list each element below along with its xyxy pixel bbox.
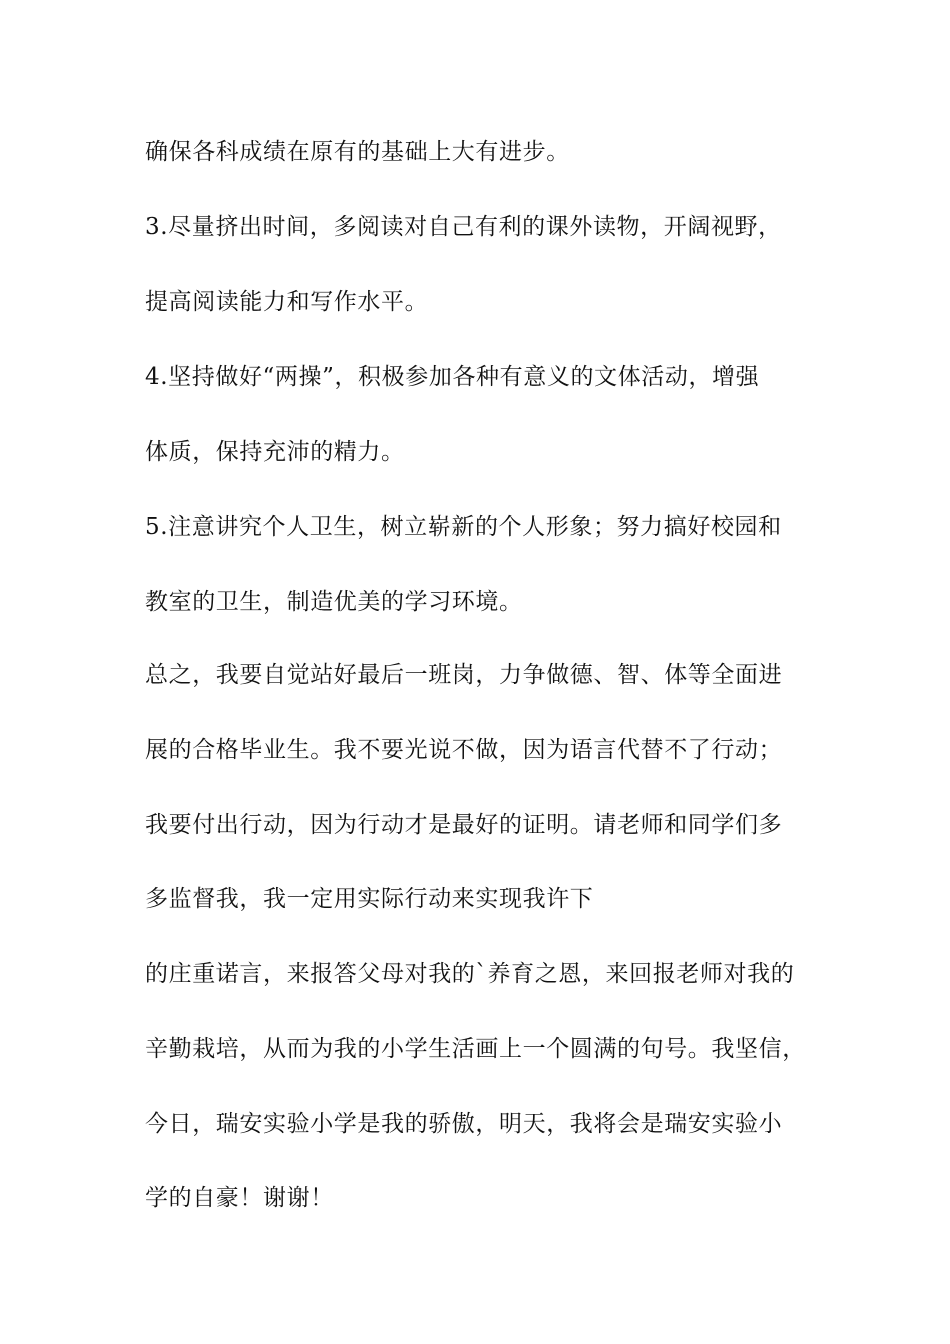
text-line-1: 确保各科成绩在原有的基础上大有进步。 — [145, 139, 570, 165]
text-line-15: 学的自豪！谢谢！ — [145, 1185, 334, 1211]
text-line-12: 的庄重诺言，来报答父母对我的`养育之恩，来回报老师对我的 — [145, 961, 795, 987]
text-line-11: 多监督我，我一定用实际行动来实现我许下 — [145, 886, 594, 912]
text-line-2: 3.尽量挤出时间，多阅读对自己有利的课外读物，开阔视野， — [145, 214, 782, 240]
text-line-4: 4.坚持做好“两操”，积极参加各种有意义的文体活动，增强 — [145, 364, 760, 390]
text-line-8: 总之，我要自觉站好最后一班岗，力争做德、智、体等全面进 — [145, 662, 783, 688]
text-line-7: 教室的卫生，制造优美的学习环境。 — [145, 589, 523, 615]
text-line-13: 辛勤栽培，从而为我的小学生活画上一个圆满的句号。我坚信， — [145, 1036, 806, 1062]
text-line-9: 展的合格毕业生。我不要光说不做，因为语言代替不了行动； — [145, 737, 783, 763]
text-line-10: 我要付出行动，因为行动才是最好的证明。请老师和同学们多 — [145, 812, 783, 838]
text-line-5: 体质，保持充沛的精力。 — [145, 439, 405, 465]
text-line-3: 提高阅读能力和写作水平。 — [145, 289, 429, 315]
text-line-14: 今日，瑞安实验小学是我的骄傲，明天，我将会是瑞安实验小 — [145, 1111, 783, 1137]
text-line-6: 5.注意讲究个人卫生，树立崭新的个人形象；努力搞好校园和 — [145, 514, 782, 540]
